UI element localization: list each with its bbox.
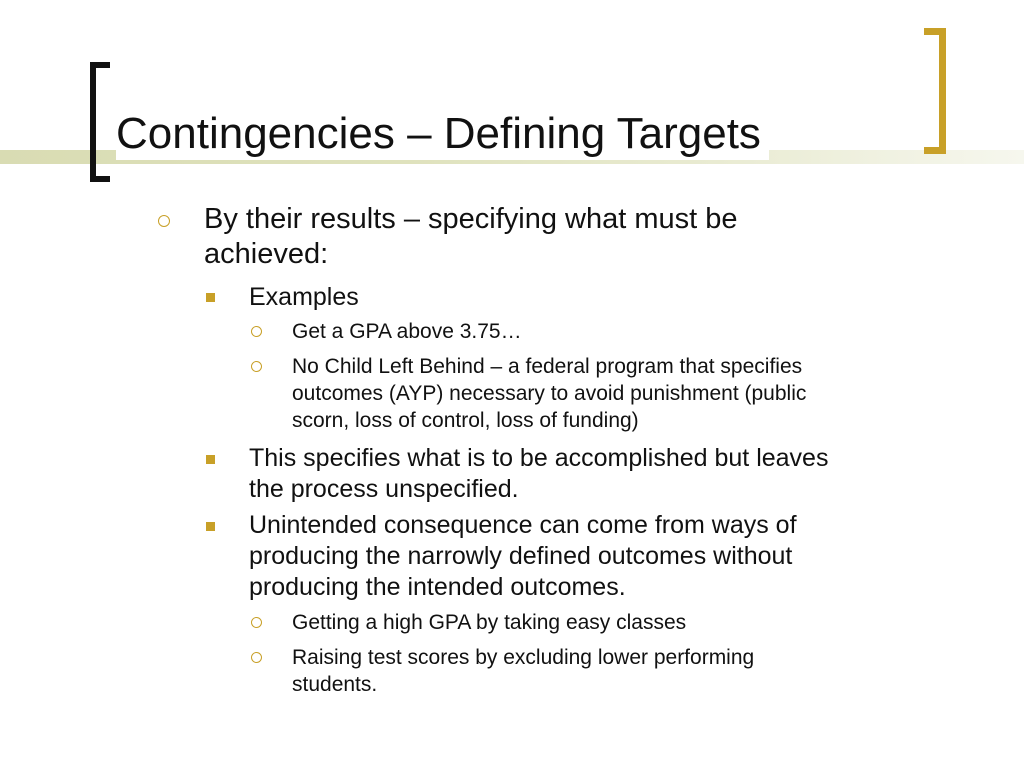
bullet-text-line: scorn, loss of control, loss of funding) — [292, 409, 639, 432]
bullet-text-line: the process unspecified. — [249, 475, 519, 503]
bullet-text-line: students. — [292, 673, 378, 696]
hollow-circle-bullet-icon — [251, 361, 262, 372]
left-bracket-decoration — [90, 62, 110, 182]
hollow-circle-bullet-icon — [251, 652, 262, 663]
bullet-text-line: This specifies what is to be accomplished but leaves — [249, 444, 829, 472]
square-bullet-icon — [206, 455, 215, 464]
bullet-text-line: No Child Left Behind – a federal program that specifies — [292, 355, 803, 378]
bullet-text-line: Examples — [249, 283, 359, 311]
bullet-text-line: outcomes (AYP) necessary to avoid punishment (public — [292, 382, 807, 405]
square-bullet-icon — [206, 293, 215, 302]
bullet-text-line: producing the narrowly defined outcomes without — [249, 542, 793, 570]
slide-title: Contingencies – Defining Targets — [116, 108, 769, 160]
square-bullet-icon — [206, 522, 215, 531]
bullet-text-line: achieved: — [204, 238, 329, 270]
right-bracket-decoration — [924, 28, 946, 154]
bullet-text-line: By their results – specifying what must be — [204, 203, 738, 235]
bullet-text-line: Getting a high GPA by taking easy classes — [292, 611, 687, 634]
bullet-text-line: producing the intended outcomes. — [249, 573, 626, 601]
bullet-text-line: Unintended consequence can come from ways of — [249, 511, 797, 539]
hollow-circle-bullet-icon — [251, 617, 262, 628]
hollow-circle-bullet-icon — [251, 326, 262, 337]
bullet-text-line: Raising test scores by excluding lower performing — [292, 646, 755, 669]
hollow-circle-bullet-icon — [158, 215, 170, 227]
bullet-text-line: Get a GPA above 3.75… — [292, 320, 522, 343]
